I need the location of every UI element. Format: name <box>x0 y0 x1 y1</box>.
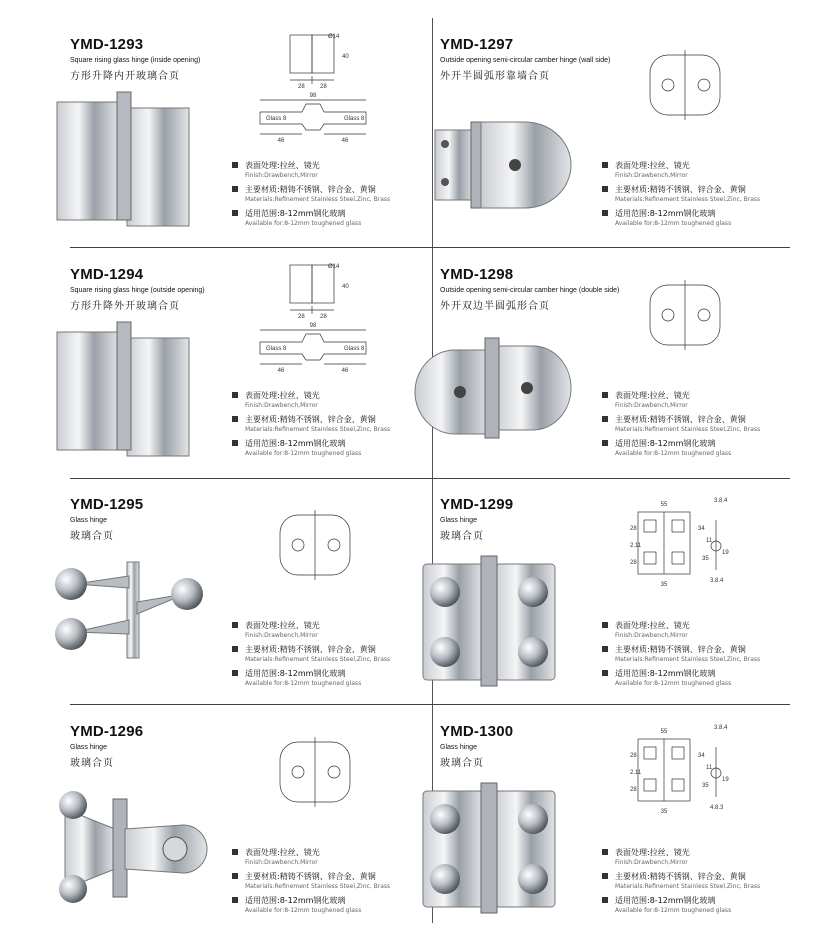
spec-en: Finish:Drawbench,Mirror <box>245 859 318 866</box>
dimension-label: 28 <box>630 560 637 566</box>
dimension-label: 28 <box>630 787 637 793</box>
spec-cn: 表面处理:拉丝、镜光 <box>245 848 320 857</box>
bullet-icon <box>232 897 238 903</box>
product-photo <box>415 82 565 242</box>
hinge-knuckle <box>117 92 131 220</box>
product-card <box>415 707 770 932</box>
spec-cn: 适用范围:8-12mm钢化玻璃 <box>615 439 716 448</box>
product-card <box>415 20 770 245</box>
product-name-cn: 外开双边半圆弧形合页 <box>440 301 550 312</box>
spec-en: Finish:Drawbench,Mirror <box>615 402 688 409</box>
spec-item <box>602 438 782 462</box>
spec-cn: 主要材质:精铸不锈钢、锌合金、黄铜 <box>615 645 746 654</box>
bullet-icon <box>232 646 238 652</box>
spec-cn: 适用范围:8-12mm钢化玻璃 <box>615 669 716 678</box>
spec-list <box>232 620 412 692</box>
model-number: YMD-1298 <box>440 266 514 283</box>
bullet-icon <box>602 897 608 903</box>
product-photo <box>415 769 565 929</box>
spec-item <box>602 668 782 692</box>
bullet-icon <box>232 849 238 855</box>
spec-en: Materials:Refinement Stainless Steel,Zinc, Brass <box>245 426 391 433</box>
dimension-label: 35 <box>702 556 709 562</box>
spec-item <box>232 390 412 414</box>
spec-cn: 适用范围:8-12mm钢化玻璃 <box>615 896 716 905</box>
bullet-icon <box>602 392 608 398</box>
glass-plate-left <box>57 332 119 450</box>
screw-cap <box>430 804 460 834</box>
bullet-icon <box>602 440 608 446</box>
spec-cn: 表面处理:拉丝、镜光 <box>615 161 690 170</box>
spec-item <box>232 895 412 919</box>
dimension-label: 46 <box>341 138 349 144</box>
spec-en: Materials:Refinement Stainless Steel,Zinc, Brass <box>615 426 761 433</box>
spec-cn: 适用范围:8-12mm钢化玻璃 <box>615 209 716 218</box>
ball-clamp <box>171 578 203 610</box>
spec-en: Materials:Refinement Stainless Steel,Zinc, Brass <box>245 656 391 663</box>
product-name-en: Glass hinge <box>70 744 107 751</box>
bullet-icon <box>232 210 238 216</box>
spec-cn: 主要材质:精铸不锈钢、锌合金、黄铜 <box>245 872 376 881</box>
model-number: YMD-1294 <box>70 266 144 283</box>
product-name-cn: 玻璃合页 <box>70 758 114 769</box>
bullet-icon <box>602 210 608 216</box>
dimension-label: 98 <box>309 93 317 99</box>
technical-drawing <box>240 260 390 374</box>
spec-en: Available for:8-12mm toughened glass <box>245 907 362 914</box>
spec-item <box>232 871 412 895</box>
dimension-label: 3.8.4 <box>714 498 728 504</box>
spec-cn: 适用范围:8-12mm钢化玻璃 <box>245 439 346 448</box>
dimension-label: 40 <box>342 54 349 60</box>
glass-clamp <box>481 122 571 208</box>
bullet-icon <box>602 162 608 168</box>
spec-cn: 表面处理:拉丝、镜光 <box>245 391 320 400</box>
dimension-label: 55 <box>660 729 668 735</box>
product-name-en: Glass hinge <box>440 517 477 524</box>
spec-item <box>602 160 782 184</box>
spec-cn: 主要材质:精铸不锈钢、锌合金、黄铜 <box>615 872 746 881</box>
ball-clamp <box>55 568 87 600</box>
spec-item <box>232 438 412 462</box>
spec-en: Finish:Drawbench,Mirror <box>615 859 688 866</box>
dimension-label: 2.11 <box>630 770 642 776</box>
technical-drawing <box>240 717 390 827</box>
dimension-label: 3.8.4 <box>714 725 728 731</box>
model-number: YMD-1299 <box>440 496 514 513</box>
dimension-label: 19 <box>722 777 729 783</box>
dimension-label: 35 <box>660 582 668 588</box>
dimension-label: 11 <box>706 765 713 771</box>
product-name-en: Outside opening semi-circular camber hinge (wall side) <box>440 57 611 64</box>
bullet-icon <box>602 416 608 422</box>
spec-en: Materials:Refinement Stainless Steel,Zinc, Brass <box>615 196 761 203</box>
product-name-en: Glass hinge <box>440 744 477 751</box>
spec-item <box>232 160 412 184</box>
model-number: YMD-1296 <box>70 723 144 740</box>
product-name-en: Square rising glass hinge (outside opening) <box>70 287 205 294</box>
spec-list <box>232 390 412 462</box>
spec-list <box>602 390 782 462</box>
spec-en: Available for:8-12mm toughened glass <box>615 680 732 687</box>
screw-cap <box>518 637 548 667</box>
product-name-cn: 方形升降内开玻璃合页 <box>70 71 180 82</box>
spec-cn: 主要材质:精铸不锈钢、锌合金、黄铜 <box>245 185 376 194</box>
spec-item <box>602 184 782 208</box>
dimension-label: 35 <box>702 783 709 789</box>
spec-cn: 表面处理:拉丝、镜光 <box>615 848 690 857</box>
spec-cn: 表面处理:拉丝、镜光 <box>245 621 320 630</box>
dimension-label: 46 <box>277 368 285 374</box>
dimension-label: 35 <box>660 809 668 815</box>
spec-en: Finish:Drawbench,Mirror <box>615 632 688 639</box>
spec-cn: 主要材质:精铸不锈钢、锌合金、黄铜 <box>615 185 746 194</box>
model-number: YMD-1293 <box>70 36 144 53</box>
screw-cap <box>430 577 460 607</box>
bullet-icon <box>232 416 238 422</box>
screw-cap <box>518 577 548 607</box>
spec-list <box>232 160 412 232</box>
dimension-label: 2.11 <box>630 543 642 549</box>
spec-item <box>602 895 782 919</box>
spec-item <box>232 184 412 208</box>
product-name-cn: 玻璃合页 <box>440 758 484 769</box>
technical-drawing <box>610 490 760 600</box>
technical-drawing <box>240 30 390 144</box>
dimension-label: 34 <box>698 753 705 759</box>
spec-en: Available for:8-12mm toughened glass <box>615 220 732 227</box>
product-name-cn: 玻璃合页 <box>70 531 114 542</box>
glass-plate-right <box>127 338 189 456</box>
dimension-label: 28 <box>298 84 305 90</box>
spec-list <box>602 847 782 919</box>
product-name-cn: 外开半圆弧形靠墙合页 <box>440 71 550 82</box>
dimension-label: Ø14 <box>328 264 340 270</box>
spec-cn: 适用范围:8-12mm钢化玻璃 <box>245 209 346 218</box>
spec-item <box>232 847 412 871</box>
spec-item <box>232 208 412 232</box>
bullet-icon <box>232 162 238 168</box>
spec-item <box>602 208 782 232</box>
spec-cn: 表面处理:拉丝、镜光 <box>245 161 320 170</box>
technical-drawing <box>610 30 760 140</box>
bullet-icon <box>232 622 238 628</box>
screw-cap <box>430 864 460 894</box>
bullet-icon <box>232 440 238 446</box>
spec-cn: 主要材质:精铸不锈钢、锌合金、黄铜 <box>245 415 376 424</box>
row-divider <box>70 478 790 479</box>
product-card <box>415 480 770 705</box>
bullet-icon <box>232 670 238 676</box>
screw-cap <box>518 864 548 894</box>
dimension-label: 55 <box>660 502 668 508</box>
spec-item <box>232 414 412 438</box>
spec-en: Available for:8-12mm toughened glass <box>245 450 362 457</box>
product-card <box>415 250 770 475</box>
dimension-label: 28 <box>320 84 327 90</box>
product-photo <box>415 542 565 702</box>
dimension-label: 19 <box>722 550 729 556</box>
spec-en: Materials:Refinement Stainless Steel,Zinc, Brass <box>245 196 391 203</box>
spec-item <box>602 414 782 438</box>
bullet-icon <box>602 646 608 652</box>
spec-item <box>232 620 412 644</box>
spec-en: Finish:Drawbench,Mirror <box>245 402 318 409</box>
dimension-label: Glass 8 <box>266 346 287 352</box>
spec-en: Available for:8-12mm toughened glass <box>615 907 732 914</box>
spec-en: Finish:Drawbench,Mirror <box>245 172 318 179</box>
dimension-label: 11 <box>706 538 713 544</box>
dimension-label: 4.8.3 <box>710 805 724 811</box>
spec-list <box>602 620 782 692</box>
spec-cn: 适用范围:8-12mm钢化玻璃 <box>245 669 346 678</box>
bullet-icon <box>602 873 608 879</box>
spec-item <box>602 390 782 414</box>
dimension-label: Ø14 <box>328 34 340 40</box>
spec-item <box>602 620 782 644</box>
spec-en: Materials:Refinement Stainless Steel,Zinc, Brass <box>615 656 761 663</box>
spec-en: Available for:8-12mm toughened glass <box>615 450 732 457</box>
dimension-label: 3.8.4 <box>710 578 724 584</box>
bullet-icon <box>602 186 608 192</box>
product-photo <box>45 82 195 242</box>
dimension-label: 28 <box>298 314 305 320</box>
row-divider <box>70 247 790 248</box>
bullet-icon <box>602 849 608 855</box>
screw-cap <box>518 804 548 834</box>
glass-plate-left <box>57 102 119 220</box>
dimension-label: 34 <box>698 526 705 532</box>
bullet-icon <box>602 670 608 676</box>
dimension-label: Glass 8 <box>344 116 365 122</box>
wall-plate <box>435 130 475 200</box>
spec-en: Materials:Refinement Stainless Steel,Zinc, Brass <box>245 883 391 890</box>
screw-cap <box>430 637 460 667</box>
hinge-knuckle <box>481 783 497 913</box>
bullet-icon <box>232 186 238 192</box>
ball-clamp <box>59 791 87 819</box>
product-name-en: Glass hinge <box>70 517 107 524</box>
dimension-label: 28 <box>630 526 637 532</box>
spec-cn: 表面处理:拉丝、镜光 <box>615 621 690 630</box>
product-photo <box>45 769 195 929</box>
product-photo <box>415 312 565 472</box>
dimension-label: 46 <box>277 138 285 144</box>
product-name-en: Square rising glass hinge (inside opening) <box>70 57 201 64</box>
dimension-label: 40 <box>342 284 349 290</box>
dimension-label: 98 <box>309 323 317 329</box>
spec-cn: 主要材质:精铸不锈钢、锌合金、黄铜 <box>615 415 746 424</box>
bullet-icon <box>232 873 238 879</box>
glass-plate-right <box>127 108 189 226</box>
spec-en: Finish:Drawbench,Mirror <box>245 632 318 639</box>
hinge-knuckle <box>481 556 497 686</box>
spec-en: Materials:Refinement Stainless Steel,Zinc, Brass <box>615 883 761 890</box>
spec-item <box>602 871 782 895</box>
spec-list <box>232 847 412 919</box>
glass-clamp-left <box>415 350 490 434</box>
model-number: YMD-1297 <box>440 36 514 53</box>
product-name-cn: 玻璃合页 <box>440 531 484 542</box>
product-name-en: Outside opening semi-circular camber hinge (double side) <box>440 287 620 294</box>
spec-en: Available for:8-12mm toughened glass <box>245 680 362 687</box>
product-card <box>45 707 400 932</box>
spec-list <box>602 160 782 232</box>
hinge-knuckle <box>117 322 131 450</box>
spec-item <box>232 668 412 692</box>
spec-cn: 主要材质:精铸不锈钢、锌合金、黄铜 <box>245 645 376 654</box>
technical-drawing <box>240 490 390 600</box>
spec-item <box>602 644 782 668</box>
bullet-icon <box>602 622 608 628</box>
ball-clamp <box>55 618 87 650</box>
spec-en: Finish:Drawbench,Mirror <box>615 172 688 179</box>
technical-drawing <box>610 717 760 827</box>
product-card <box>45 250 400 475</box>
dimension-label: Glass 8 <box>344 346 365 352</box>
dimension-label: 28 <box>630 753 637 759</box>
product-card <box>45 20 400 245</box>
adjust-screw-icon <box>163 837 187 861</box>
dimension-label: Glass 8 <box>266 116 287 122</box>
bullet-icon <box>232 392 238 398</box>
dimension-label: 28 <box>320 314 327 320</box>
product-name-cn: 方形升降外开玻璃合页 <box>70 301 180 312</box>
spec-cn: 表面处理:拉丝、镜光 <box>615 391 690 400</box>
spec-item <box>602 847 782 871</box>
dimension-label: 46 <box>341 368 349 374</box>
model-number: YMD-1295 <box>70 496 144 513</box>
spec-cn: 适用范围:8-12mm钢化玻璃 <box>245 896 346 905</box>
model-number: YMD-1300 <box>440 723 514 740</box>
product-photo <box>45 542 195 702</box>
spec-item <box>232 644 412 668</box>
spec-en: Available for:8-12mm toughened glass <box>245 220 362 227</box>
technical-drawing <box>610 260 760 370</box>
product-photo <box>45 312 195 472</box>
ball-clamp <box>59 875 87 903</box>
hinge-knuckle <box>485 338 499 438</box>
product-card <box>45 480 400 705</box>
